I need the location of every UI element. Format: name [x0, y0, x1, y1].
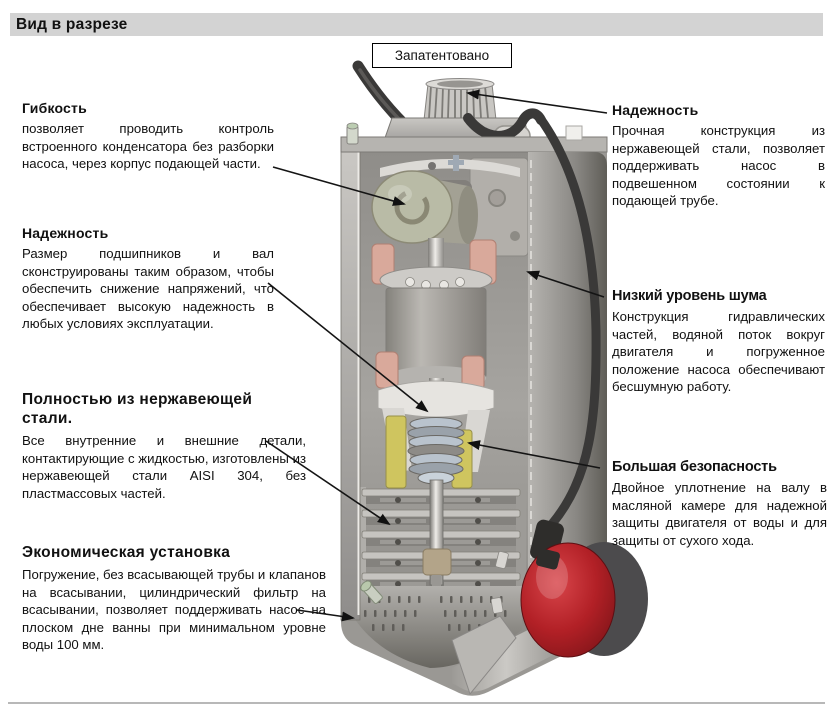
shaft-bushing — [423, 549, 451, 575]
bearing-seal-assembly — [378, 378, 494, 488]
callout-heading: Низкий уровень шума — [612, 288, 767, 304]
cutaway-interior — [354, 152, 528, 668]
callout-heading: Надежность — [22, 225, 109, 241]
discharge-thread-connector — [424, 79, 496, 121]
callout-stainless-steel — [22, 390, 306, 502]
callout-heading: Полностью из нержавеющей стали. — [22, 391, 253, 427]
patent-label: Запатентовано — [394, 48, 490, 63]
callout-economic-installation — [22, 543, 326, 654]
callout-body: позволяет проводить контроль встроенного конденсатора без разборки насоса, через корпус подающей части. — [22, 121, 274, 171]
callout-heading: Большая безопасность — [612, 459, 777, 475]
callout-body: Конструкция гидравлических частей, водяной поток вокруг двигателя и погруженное положение насоса обеспечивают бесшумную работу. — [612, 309, 825, 394]
bottom-divider — [8, 702, 825, 704]
impeller-stack — [356, 480, 526, 597]
page-title: Вид в разрезе — [16, 15, 128, 33]
callout-body: Двойное уплотнение на валу в масляной камере для надежной защиты двигателя от воды и для защиты от сухого хода. — [612, 480, 827, 548]
callout-low-noise — [612, 287, 825, 396]
callout-flexibility — [22, 99, 274, 173]
callout-reliability-housing — [612, 101, 825, 210]
callout-heading: Надежность — [612, 102, 699, 118]
outer-shell-left-wall — [341, 152, 360, 620]
callout-body: Все внутренние и внешние детали, контактирующие с жидкостью, изготовлены из нержавеющей стали AISI 304, без пластмассовых частей. — [22, 433, 306, 501]
callout-body: Погружение, без всасывающей трубы и клапанов на всасывании, цилиндрический фильтр на всасывании, позволяет поддерживать насос на плоском дне ванны при минимальном уровне воды 100 мм. — [22, 567, 326, 652]
callout-body: Прочная конструкция из нержавеющей стали, позволяет поддерживать насос в подвешенном состоянии к подающей трубе. — [612, 123, 825, 208]
callout-heading: Гибкость — [22, 100, 87, 116]
power-cable-top — [358, 66, 404, 124]
callout-reliability-bearings — [22, 224, 274, 333]
callout-body: Размер подшипников и вал сконструированы таким образом, чтобы обеспечить снижение напряжений, что обеспечивает высокую надежность в любых условиях эксплуатации. — [22, 246, 274, 331]
motor-assembly — [372, 238, 496, 390]
callout-safety — [612, 458, 827, 549]
callout-heading: Экономическая установка — [22, 544, 231, 561]
